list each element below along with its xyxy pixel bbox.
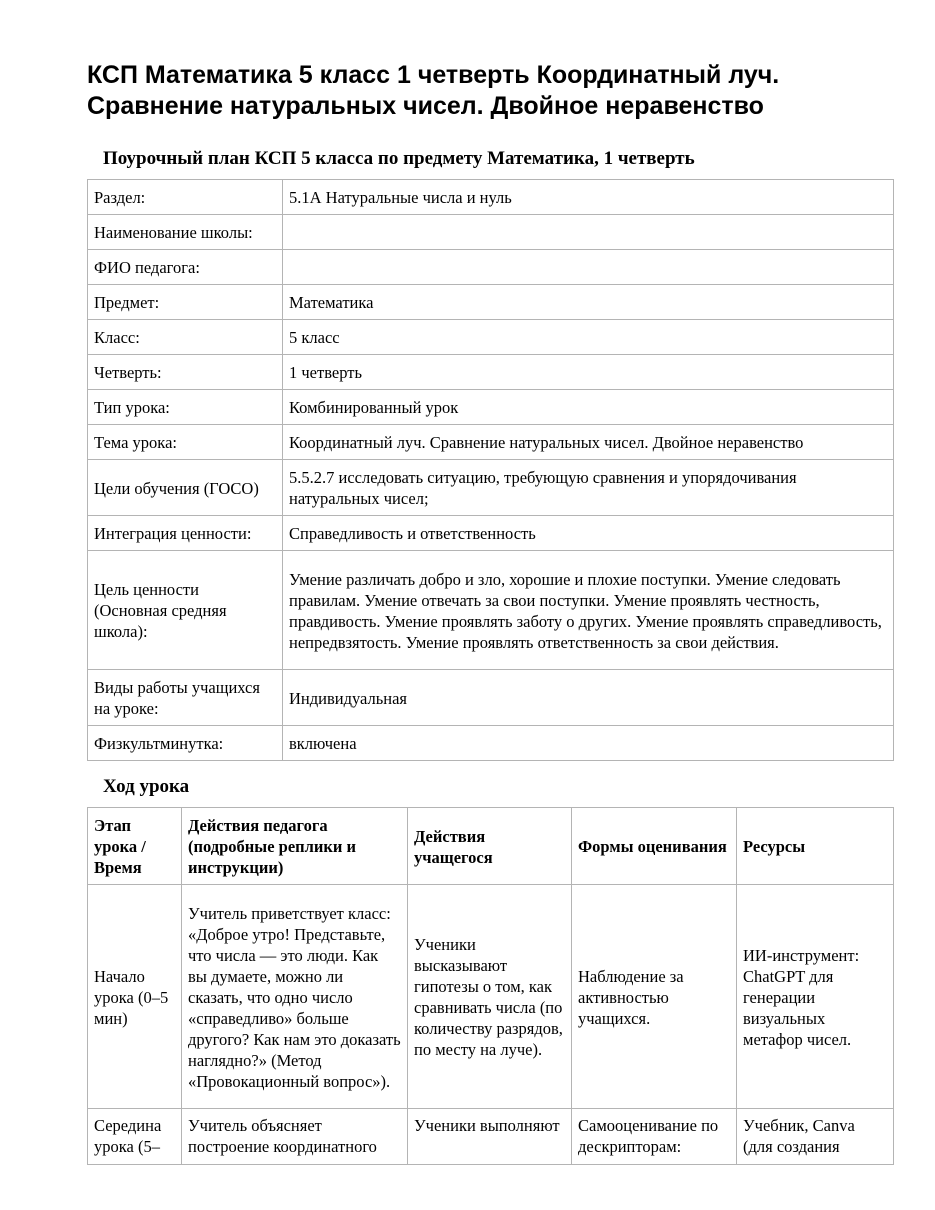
info-label: Класс:	[88, 320, 283, 355]
info-row-quarter	[88, 355, 894, 390]
lesson-flow-table	[87, 807, 894, 1165]
lesson-assessment: Самооценивание по дескрипторам:	[572, 1109, 737, 1165]
lesson-student-actions: Ученики высказывают гипотезы о том, как сравнивать числа (по количеству разрядов, по месту на луче).	[408, 885, 572, 1109]
lesson-resources: Учебник, Canva (для создания	[737, 1109, 894, 1165]
info-label: Тип урока:	[88, 390, 283, 425]
info-value: 5.5.2.7 исследовать ситуацию, требующую сравнения и упорядочивания натуральных чисел;	[283, 460, 894, 516]
info-value: 5.1А Натуральные числа и нуль	[283, 180, 894, 215]
document-title: КСП Математика 5 класс 1 четверть Координатный луч. Сравнение натуральных чисел. Двойное неравенство	[87, 61, 780, 120]
column-header-teacher-actions: Действия педагога (подробные реплики и инструкции)	[182, 808, 408, 885]
lesson-table-header	[88, 808, 894, 885]
info-value	[283, 250, 894, 285]
info-row-school	[88, 215, 894, 250]
info-label: Раздел:	[88, 180, 283, 215]
plan-heading: Поурочный план КСП 5 класса по предмету Математика, 1 четверть	[103, 148, 695, 169]
info-row-value-integration	[88, 516, 894, 551]
lesson-student-actions: Ученики выполняют	[408, 1109, 572, 1165]
info-row-subject	[88, 285, 894, 320]
lesson-teacher-actions: Учитель приветствует класс: «Доброе утро! Представьте, что числа — это люди. Как вы думаете, можно ли сказать, что одно число «справедливо» больше другого? Как нам это доказать наглядно?» (Метод «Провокационный вопрос»).	[182, 885, 408, 1109]
info-label: Наименование школы:	[88, 215, 283, 250]
info-row-value-goal	[88, 551, 894, 670]
info-row-lesson-topic	[88, 425, 894, 460]
column-header-resources: Ресурсы	[737, 808, 894, 885]
info-value: Справедливость и ответственность	[283, 516, 894, 551]
lesson-teacher-actions: Учитель объясняет построение координатного	[182, 1109, 408, 1165]
info-value: Координатный луч. Сравнение натуральных чисел. Двойное неравенство	[283, 425, 894, 460]
info-label: Физкультминутка:	[88, 726, 283, 761]
info-label: ФИО педагога:	[88, 250, 283, 285]
lesson-row-start	[88, 885, 894, 1109]
info-label: Предмет:	[88, 285, 283, 320]
info-row-teacher	[88, 250, 894, 285]
column-header-stage: Этап урока / Время	[88, 808, 182, 885]
info-value: 5 класс	[283, 320, 894, 355]
info-row-section	[88, 180, 894, 215]
info-label: Четверть:	[88, 355, 283, 390]
info-row-lesson-type	[88, 390, 894, 425]
lesson-row-middle	[88, 1109, 894, 1165]
column-header-student-actions: Действия учащегося	[408, 808, 572, 885]
info-label: Интеграция ценности:	[88, 516, 283, 551]
column-header-assessment: Формы оценивания	[572, 808, 737, 885]
info-label: Виды работы учащихся на уроке:	[88, 670, 283, 726]
info-value: Комбинированный урок	[283, 390, 894, 425]
info-value: Математика	[283, 285, 894, 320]
info-value: Умение различать добро и зло, хорошие и плохие поступки. Умение следовать правилам. Умение отвечать за свои поступки. Умение проявлять честность, правдивость. Умение проявлять заботу о других. Умение проявлять справедливость, непредвзятость. Умение проявлять ответственность за свои действия.	[283, 551, 894, 670]
info-row-learning-goals	[88, 460, 894, 516]
info-row-work-types	[88, 670, 894, 726]
lesson-stage: Начало урока (0–5 мин)	[88, 885, 182, 1109]
lesson-stage: Середина урока (5–	[88, 1109, 182, 1165]
info-label: Цели обучения (ГОСО)	[88, 460, 283, 516]
lesson-assessment: Наблюдение за активностью учащихся.	[572, 885, 737, 1109]
lesson-resources: ИИ-инструмент: ChatGPT для генерации визуальных метафор чисел.	[737, 885, 894, 1109]
lesson-flow-heading: Ход урока	[103, 776, 190, 797]
lesson-plan-info-table	[87, 179, 894, 761]
info-value: Индивидуальная	[283, 670, 894, 726]
info-label: Цель ценности (Основная средняя школа):	[88, 551, 283, 670]
info-row-physical-break	[88, 726, 894, 761]
info-value: включена	[283, 726, 894, 761]
info-value	[283, 215, 894, 250]
info-label: Тема урока:	[88, 425, 283, 460]
info-value: 1 четверть	[283, 355, 894, 390]
info-row-grade	[88, 320, 894, 355]
